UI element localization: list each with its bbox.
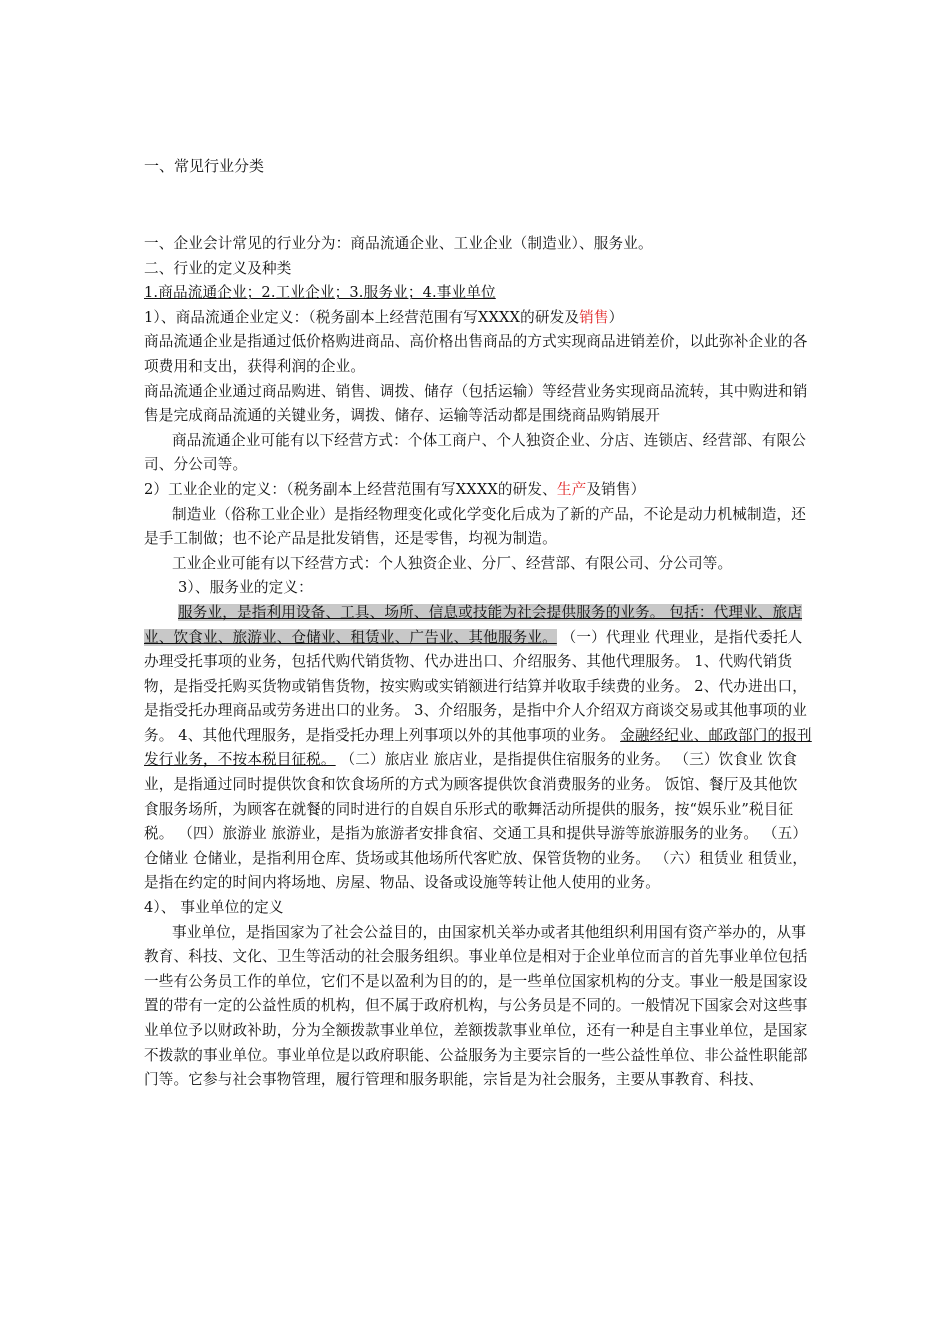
- text-span: （二）旅店业 旅店业，是指提供住宿服务的业务。 （三）饮食业 饮食业，是指通过同时提供饮食和饮食场所的方式为顾客提供饮食消费服务的业务。 饭馆、餐厅及其他饮食服务场所，为顾客在就餐的同时进行的自娱自乐形式的歌舞活动所提供的服务，按“娱乐业”税目征税。 （四）旅游业 旅游业，是指为旅游者安排食宿、交通工具和提供导游等旅游服务的业务。 （五）仓储业 仓储业，是指利用仓库、货场或其他场所代客贮放、保管货物的业务。 （六）租赁业 租赁业，是指在约定的时间内将场地、房屋、物品、设备或设施等转让他人使用的业务。: [144, 751, 808, 892]
- underlined-exclusion-note: 金融经纪业、邮政部门的报刊发行业务，不按本税目征税。: [144, 726, 812, 769]
- highlighted-service-definition: 服务业，是指利用设备、工具、场所、信息或技能为社会提供服务的业务。 包括：: [178, 603, 714, 621]
- paragraph-category-list: 1.商品流通企业；2.工业企业；3.服务业；4.事业单位: [144, 284, 496, 302]
- paragraph-manufacturing-definition: 制造业（俗称工业企业）是指经物理变化或化学变化后成为了新的产品，不论是动力机械制造，还是手工制做；也不论产品是批发销售，还是零售，均视为制造。: [144, 505, 806, 548]
- red-emphasis-sales: 销售: [579, 308, 609, 326]
- paragraph-service-definition: [144, 601, 812, 896]
- paragraph-public-institution-definition: 事业单位，是指国家为了社会公益目的，由国家机关举办或者其他组织利用国有资产举办的，从事教育、科技、文化、卫生等活动的社会服务组织。事业单位是相对于企业单位而言的首先事业单位包括一些有公务员工作的单位，它们不是以盈利为目的的，是一些单位国家机构的分支。事业一般是国家设置的带有一定的公益性质的机构，但不属于政府机构，与公务员是不同的。一般情况下国家会对这些事业单位予以财政补助，分为全额拨款事业单位，差额拨款事业单位，还有一种是自主事业单位，是国家不拨款的事业单位。事业单位是以政府职能、公益服务为主要宗旨的一些公益性单位、非公益性职能部门等。它参与社会事物管理，履行管理和服务职能，宗旨是为社会服务，主要从事教育、科技、: [144, 923, 808, 1089]
- paragraph-commerce-operations: 商品流通企业通过商品购进、销售、调拨、储存（包括运输）等经营业务实现商品流转，其中购进和销售是完成商品流通的关键业务，调拨、储存、运输等活动都是围绕商品购销展开: [144, 382, 808, 425]
- text-span: （一）代理业 代理业，是指代委托人办理受托事项的业务，包括代购代销货物、代办进出口、介绍服务、其他代理服务。 1、代购代销货物，是指受托购买货物或销售货物，按实购或实销额进行结算并收取手续费的业务。 2、代办进出口，是指受托办理商品或劳务进出口的业务。 3、介绍服务，是指中介人介绍双方商谈交易或其他事项的业务。 4、其他代理服务，是指受托办理上列事项以外的其他事项的业务。: [144, 628, 807, 744]
- paragraph-service-definition-title: 3）、服务业的定义：: [178, 579, 313, 597]
- paragraph-industrial-definition-title: [144, 478, 812, 503]
- document-body: [144, 232, 812, 1093]
- paragraph-industrial-business-forms: 工业企业可能有以下经营方式：个人独资企业、分厂、经营部、有限公司、分公司等。: [172, 554, 733, 572]
- paragraph-commerce-definition: 商品流通企业是指通过低价格购进商品、高价格出售商品的方式实现商品进销差价，以此弥补企业的各项费用和支出，获得利润的企业。: [144, 333, 808, 375]
- text-span: ）: [608, 308, 624, 326]
- highlighted-service-list: 代理业、旅店业、饮食业、旅游业、仓储业、租赁业、广告业、其他服务业。: [144, 603, 803, 646]
- text-span: 及销售）: [586, 480, 646, 498]
- document-heading: 一、常见行业分类: [144, 157, 265, 175]
- text-span: 2）工业企业的定义：（税务副本上经营范围有写XXXX的研发、: [144, 480, 557, 498]
- text-span: 1）、商品流通企业定义：（税务副本上经营范围有写XXXX的研发及: [144, 308, 580, 326]
- paragraph-public-institution-title: 4）、 事业单位的定义: [144, 899, 284, 917]
- paragraph-commerce-definition-title: [144, 306, 812, 331]
- red-emphasis-production: 生产: [556, 480, 587, 498]
- paragraph-industry-types: 一、企业会计常见的行业分为：商品流通企业、工业企业（制造业）、服务业。: [144, 235, 653, 252]
- paragraph-commerce-business-forms: 商品流通企业可能有以下经营方式：个体工商户、个人独资企业、分店、连锁店、经营部、有限公司、分公司等。: [144, 431, 806, 474]
- paragraph-section-two-title: 二、行业的定义及种类: [144, 259, 292, 277]
